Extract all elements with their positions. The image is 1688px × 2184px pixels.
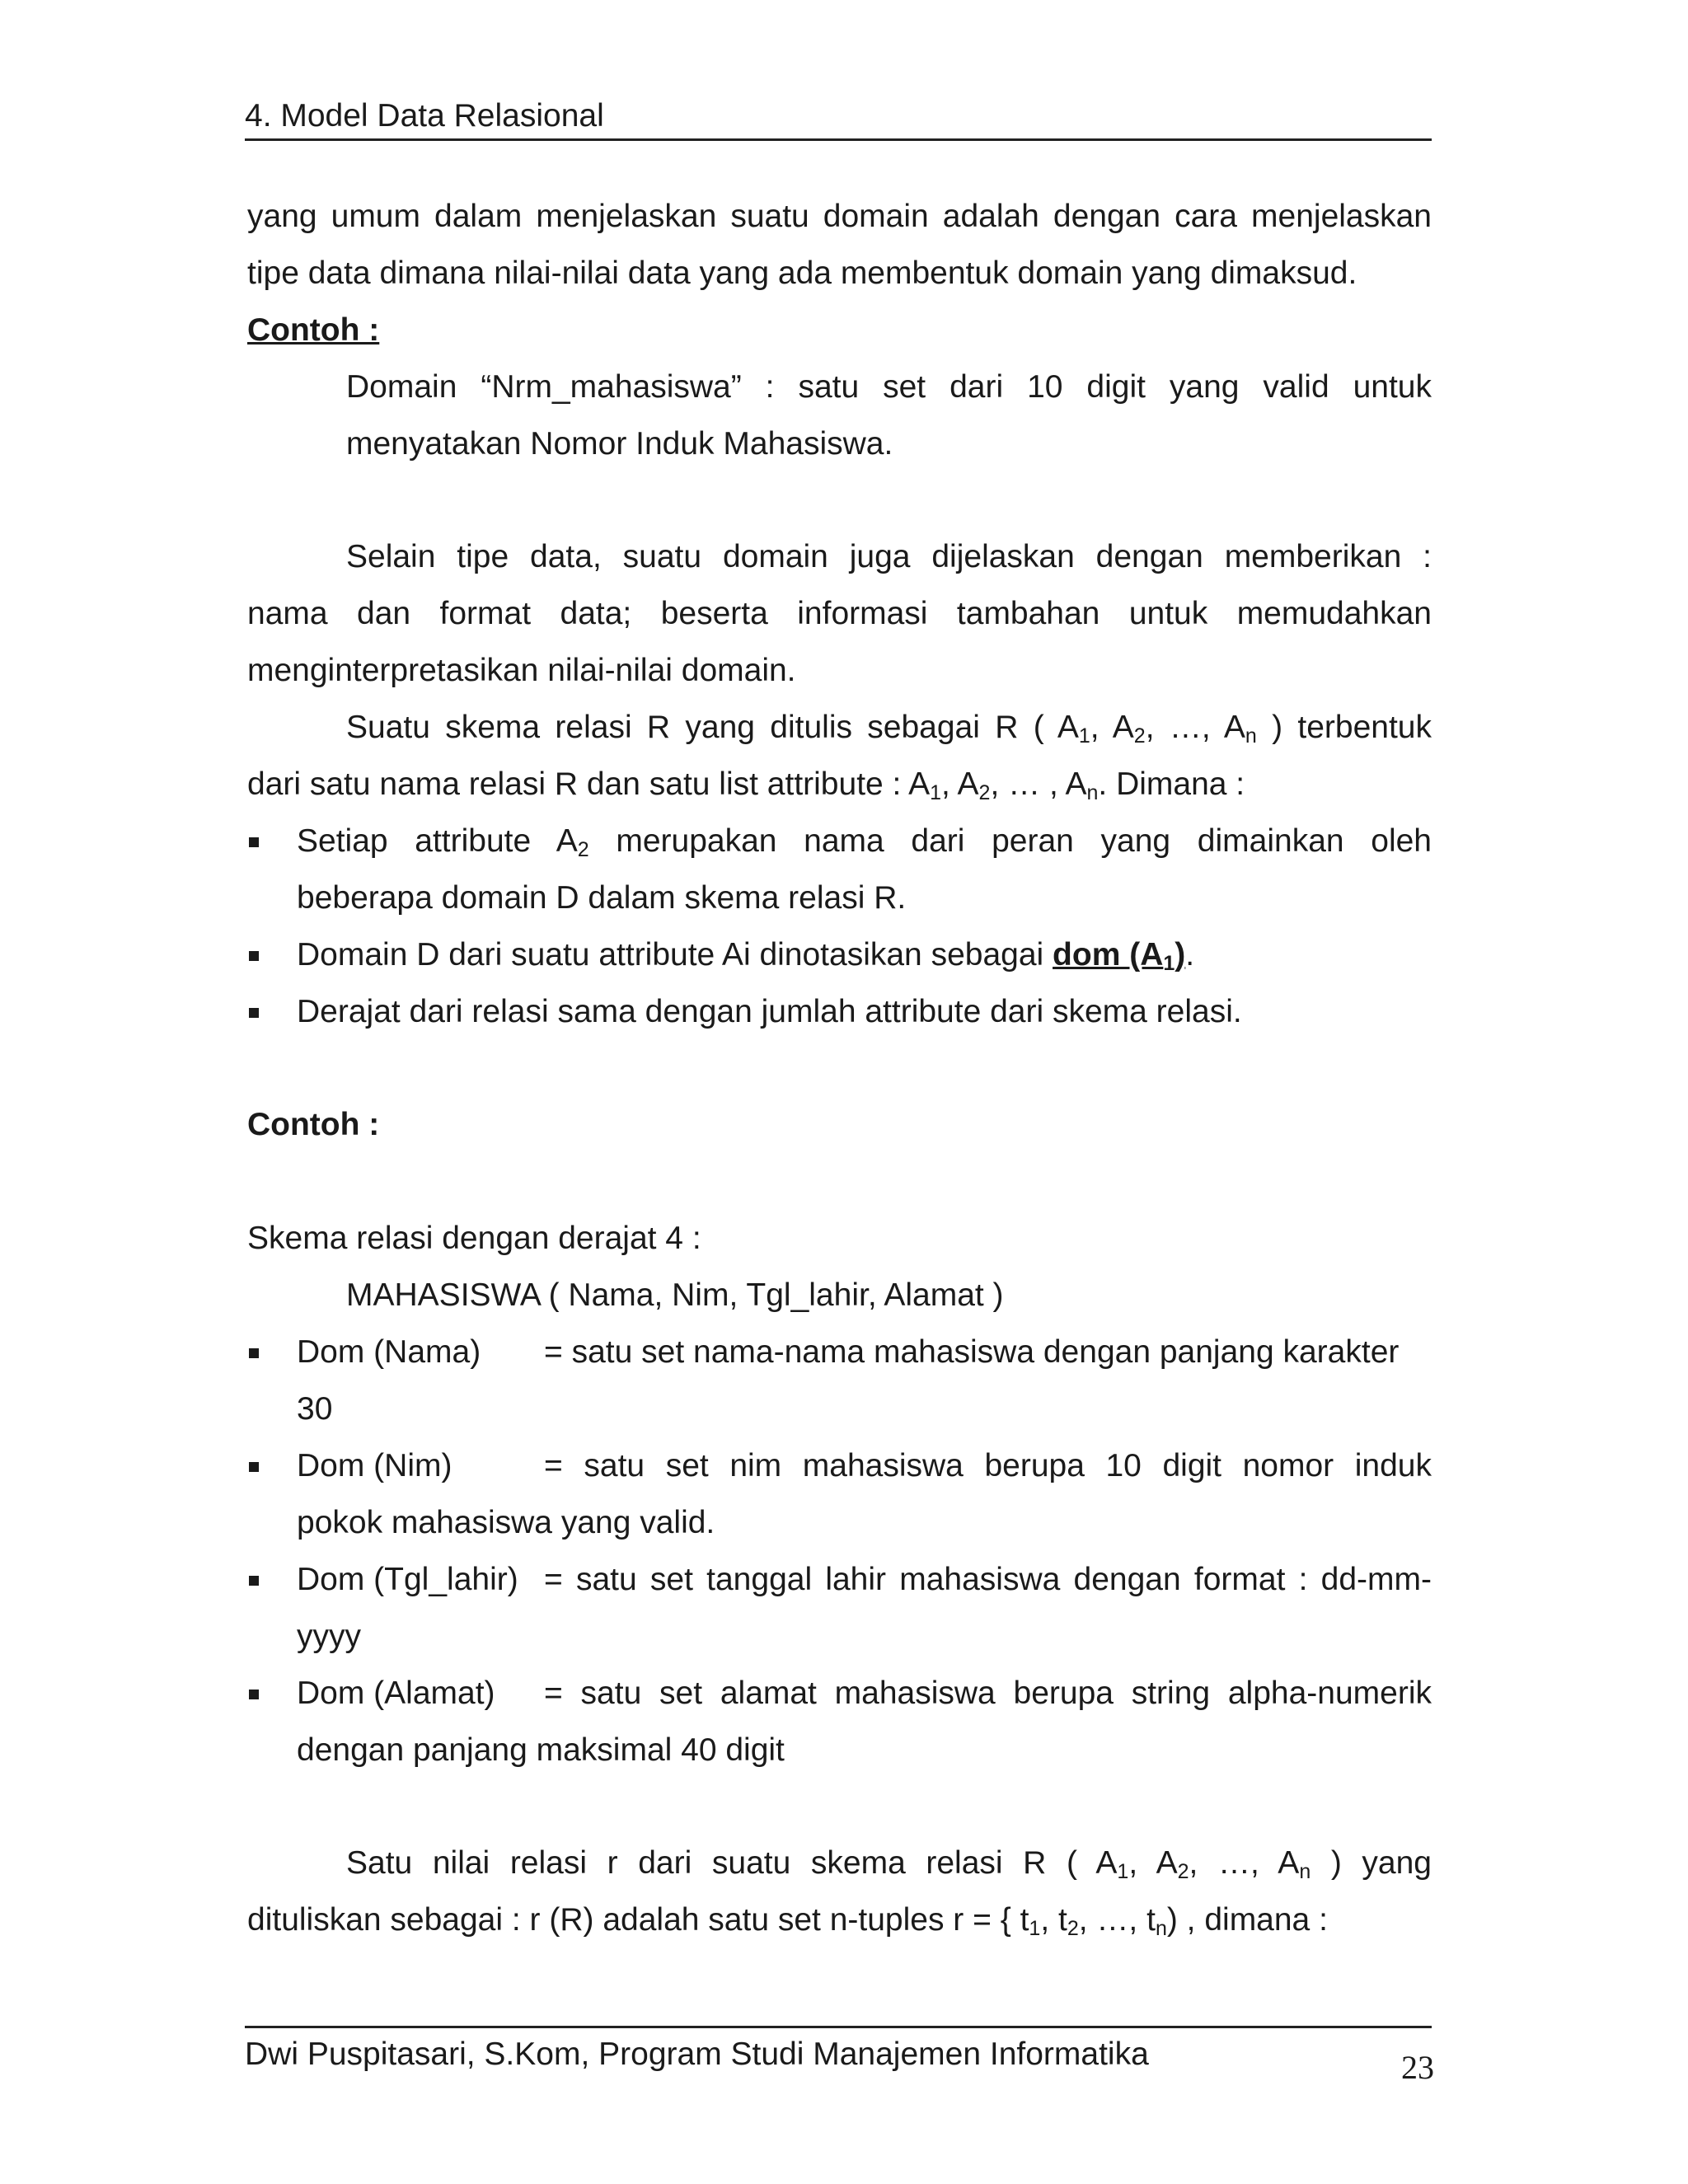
bullet-text: Domain D dari suatu attribute Ai dinotasikan sebagai dom $(A_1)$. [297, 937, 1195, 975]
running-header: 4. Model Data Relasional [245, 98, 604, 134]
example-line: Domain “Nrm_mahasiswa” : satu set dari 10 digit yang valid untuk [346, 369, 1432, 405]
paragraph-line: nama dan format data; beserta informasi tambahan untuk memudahkan [247, 596, 1432, 631]
bullet-marker [249, 1348, 259, 1358]
footer-rule [245, 2026, 1432, 2028]
bullet-marker [249, 1008, 259, 1018]
example-line: menyatakan Nomor Induk Mahasiswa. [346, 426, 893, 462]
domain-item: Dom (Nim) = satu set nim mahasiswa berupa 10 digit nomor induk [297, 1448, 1432, 1483]
paragraph-line: menginterpretasikan nilai-nilai domain. [247, 653, 796, 688]
domain-item-cont: 30 [297, 1391, 333, 1427]
bullet-marker [249, 837, 259, 847]
bullet-marker [249, 951, 259, 961]
bullet-marker [249, 1576, 259, 1586]
domain-item-cont: pokok mahasiswa yang valid. [297, 1505, 715, 1540]
page-number: 23 [1401, 2049, 1434, 2086]
paragraph-line: Satu nilai relasi r dari suatu skema relasi R ( $A_1$, $A_2$, …, $A_n$ ) yang [346, 1845, 1432, 1883]
schema-line: MAHASISWA ( Nama, Nim, Tgl_lahir, Alamat ) [346, 1277, 1004, 1313]
domain-item-cont: dengan panjang maksimal 40 digit [297, 1732, 785, 1768]
paragraph-line: yang umum dalam menjelaskan suatu domain adalah dengan cara menjelaskan [247, 199, 1432, 234]
paragraph-line: tipe data dimana nilai-nilai data yang ada membentuk domain yang dimaksud. [247, 255, 1357, 291]
bullet-marker [249, 1690, 259, 1699]
contoh-heading: Contoh : [247, 1107, 380, 1142]
footer-author: Dwi Puspitasari, S.Kom, Program Studi Manajemen Informatika [245, 2036, 1149, 2072]
paragraph-line: dituliskan sebagai : r (R) adalah satu set n-tuples r = { $t_1$, $t_2$, …, $t_n$) , dimana : [247, 1902, 1328, 1940]
paragraph-line: Selain tipe data, suatu domain juga dijelaskan dengan memberikan : [346, 539, 1432, 574]
contoh-heading: Contoh : [247, 312, 380, 348]
bullet-marker [249, 1462, 259, 1472]
domain-item: Dom (Tgl_lahir) = satu set tanggal lahir mahasiswa dengan format : dd-mm- [297, 1562, 1432, 1597]
header-rule [245, 138, 1432, 141]
domain-item-cont: yyyy [297, 1619, 361, 1654]
paragraph-line: dari satu nama relasi R dan satu list attribute : $A_1$, $A_2$, … , $A_n$. Dimana : [247, 766, 1245, 804]
domain-item: Dom (Nama) = satu set nama-nama mahasiswa dengan panjang karakter [297, 1334, 1400, 1370]
bullet-text: Derajat dari relasi sama dengan jumlah attribute dari skema relasi. [297, 994, 1242, 1029]
bullet-text: beberapa domain D dalam skema relasi R. [297, 880, 907, 916]
paragraph-line: Skema relasi dengan derajat 4 : [247, 1221, 701, 1256]
paragraph-line: Suatu skema relasi R yang ditulis sebagai R ( $A_1$, $A_2$, …, $A_n$ ) terbentuk [346, 710, 1432, 748]
domain-item: Dom (Alamat) = satu set alamat mahasiswa berupa string alpha-numerik [297, 1675, 1432, 1711]
bullet-text: Setiap attribute $A_2$ merupakan nama dari peran yang dimainkan oleh [297, 823, 1432, 861]
